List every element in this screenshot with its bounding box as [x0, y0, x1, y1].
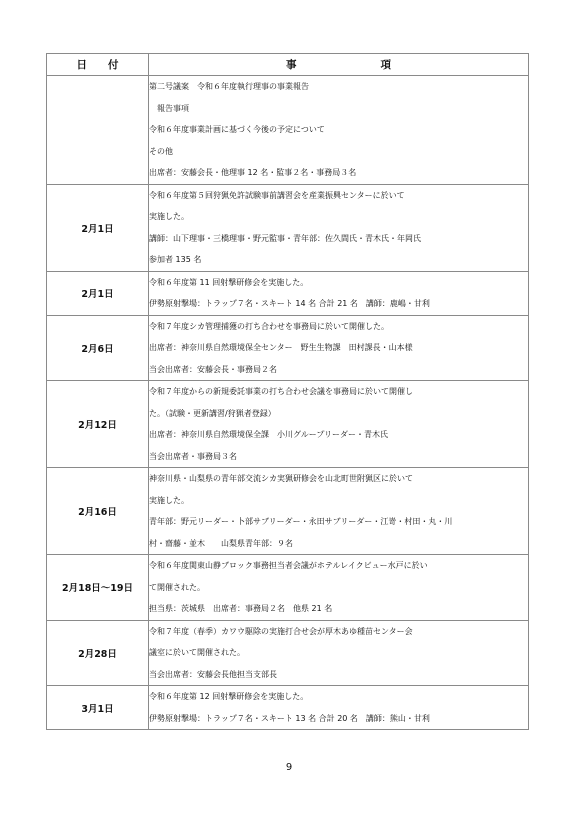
row-text-line: 実施した。: [149, 495, 189, 505]
row-content: [149, 555, 529, 621]
row-text-line: 出席者：神奈川県自然環境保全センター 野生生物課 田村課長・山本様: [149, 343, 413, 352]
row-content: [149, 315, 529, 381]
row-text-line: 当会出席者：安藤会長・事務局２名: [149, 364, 277, 374]
item-column-header: 事 項: [149, 54, 529, 76]
date-column-header: 日 付: [47, 54, 149, 76]
table-row: [47, 76, 529, 185]
row-content: [149, 184, 529, 271]
row-content: [149, 76, 529, 185]
table-header-row: [47, 54, 529, 76]
row-text-line: 参加者 135 名: [149, 255, 202, 264]
table-row: [47, 381, 529, 468]
row-content: [149, 620, 529, 686]
row-date: 2月1日: [47, 184, 149, 271]
table-row: [47, 555, 529, 621]
row-text-line: 伊勢原射撃場：トラップ７名・スキート 13 名 合計 20 名 講師：熊山・甘利: [149, 713, 430, 723]
row-text-line: 青年部：野元リーダー・卜部サブリーダー・永田サブリーダー・江嵜・村田・丸・川: [149, 517, 453, 526]
row-date: 2月16日: [47, 468, 149, 555]
row-text-line: 出席者：神奈川県自然環境保全課 小川グループリーダー・青木氏: [149, 430, 389, 439]
page-number: 9: [285, 762, 293, 773]
row-text-line: 令和６年度第 12 回射撃研修会を実施した。: [149, 692, 309, 701]
row-text-line: 村・齋藤・並木 山梨県青年部：９名: [149, 538, 293, 548]
table-row: [47, 184, 529, 271]
row-content: [149, 468, 529, 555]
row-content: [149, 271, 529, 315]
row-text-line: 議室に於いて開催された。: [149, 648, 245, 657]
activity-log-table: [46, 53, 529, 730]
row-text-line: 実施した。: [149, 212, 189, 221]
row-date: 2月6日: [47, 315, 149, 381]
row-text-line: 令和７年度（春季）カワウ駆除の実施打合せ会が厚木あゆ種苗センター会: [149, 626, 413, 636]
row-text-line: 講師：山下理事・三橋理事・野元監事・青年部：佐久間氏・青木氏・年岡氏: [149, 233, 421, 243]
row-text-line: 担当県：茨城県 出席者：事務局２名 他県 21 名: [149, 604, 333, 613]
row-text-line: 神奈川県・山梨県の青年部交流シカ実猟研修会を山北町世附猟区に於いて: [149, 474, 413, 483]
row-text-line: 令和６年度第５回狩猟免許試験事前講習会を産業振興センターに於いて: [149, 190, 405, 200]
table-row: [47, 271, 529, 315]
table-row: [47, 468, 529, 555]
row-text-line: その他: [149, 146, 173, 156]
table-row: [47, 620, 529, 686]
table-row: [47, 315, 529, 381]
row-text-line: 当会出席者・事務局３名: [149, 451, 237, 461]
row-text-line: 令和７年度からの新規委託事業の打ち合わせ会議を事務局に於いて開催し: [149, 387, 413, 396]
table-row: [47, 686, 529, 730]
row-text-line: 令和７年度シカ管理捕獲の打ち合わせを事務局に於いて開催した。: [149, 321, 389, 331]
row-date: 2月18日～19日: [47, 555, 149, 621]
row-text-line: 令和６年度事業計画に基づく今後の予定について: [149, 125, 325, 134]
row-date: 2月28日: [47, 620, 149, 686]
row-text-line: 伊勢原射撃場：トラップ７名・スキート 14 名 合計 21 名 講師：鹿嶋・甘利: [149, 299, 430, 308]
row-text-line: た。（試験・更新講習/狩猟者登録）: [149, 408, 276, 418]
row-text-line: 令和６年度第 11 回射撃研修会を実施した。: [149, 277, 309, 287]
row-text-line: 報告事項: [149, 103, 189, 113]
row-text-line: て開催された。: [149, 582, 205, 592]
row-text-line: 第二号議案 令和６年度執行理事の事業報告: [149, 82, 309, 91]
row-text-line: 出席者：安藤会長・他理事 12 名・監事２名・事務局３名: [149, 168, 357, 177]
table-body: [47, 76, 529, 730]
row-text-line: 令和６年度関東山静ブロック事務担当者会議がホテルレイクビュー水戸に於い: [149, 561, 428, 570]
row-date: 2月1日: [47, 271, 149, 315]
row-date: 2月12日: [47, 381, 149, 468]
row-content: [149, 686, 529, 730]
row-text-line: 当会出席者：安藤会長他担当支部長: [149, 669, 277, 679]
row-content: [149, 381, 529, 468]
row-date: 3月1日: [47, 686, 149, 730]
row-date: [47, 76, 149, 185]
